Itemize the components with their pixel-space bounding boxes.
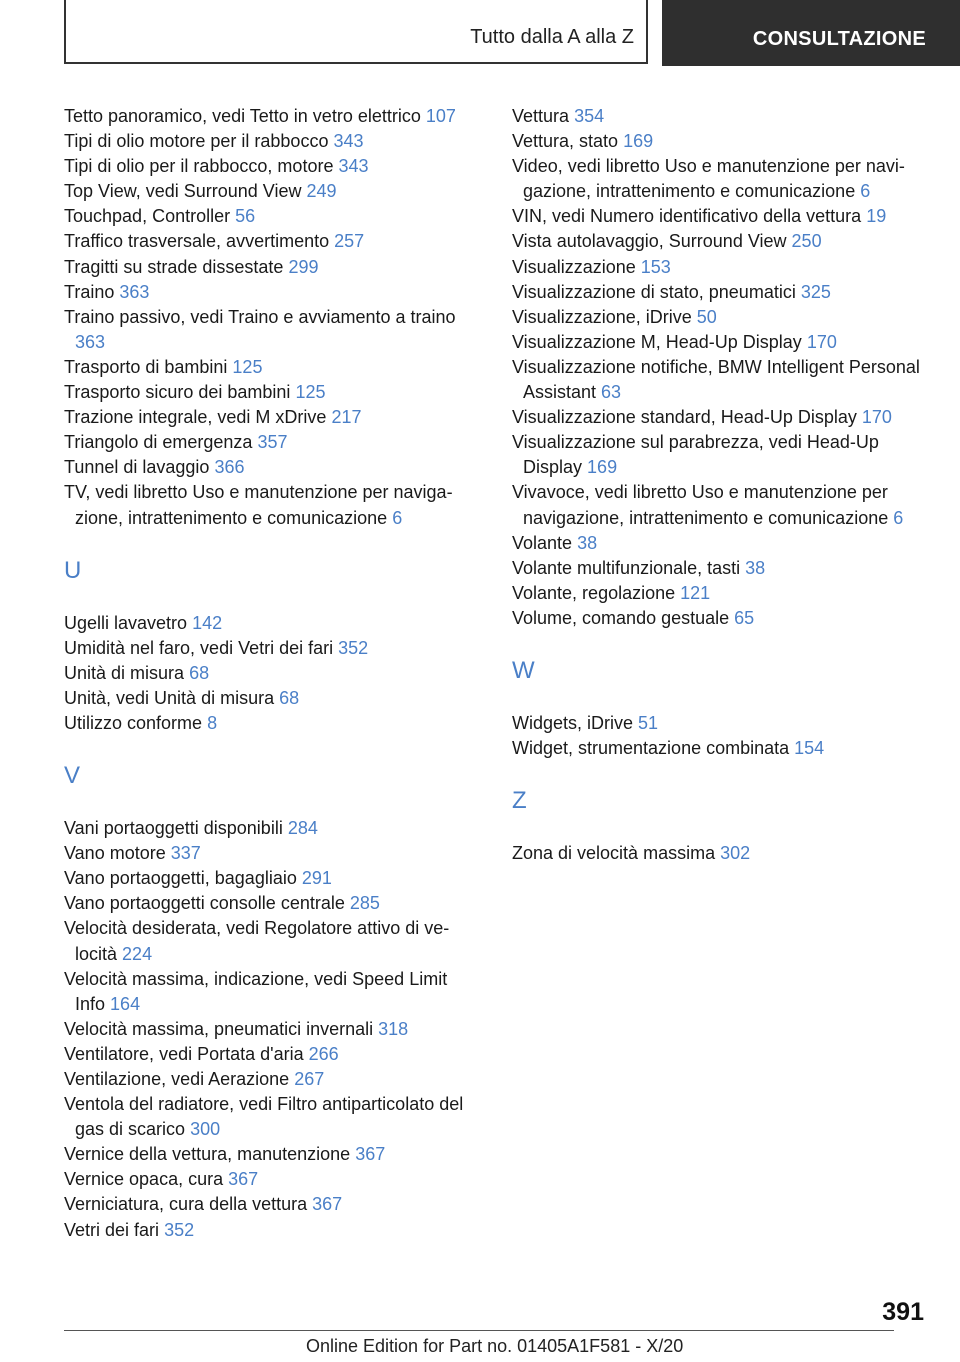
index-entry-term: Triangolo di emergenza bbox=[64, 432, 253, 453]
index-entry-term: Visualizzazione, iDrive bbox=[512, 306, 692, 327]
index-entry-page-link[interactable]: 300 bbox=[190, 1119, 221, 1140]
index-entry-term: Touchpad, Controller bbox=[64, 206, 231, 227]
footer-divider bbox=[64, 1330, 894, 1331]
index-entry bbox=[64, 1167, 480, 1192]
index-entry bbox=[512, 305, 928, 330]
index-entry-term: Vista autolavaggio, Surround View bbox=[512, 231, 787, 252]
index-entry-page-link[interactable]: 38 bbox=[577, 532, 598, 553]
index-entry-page-link[interactable]: 354 bbox=[574, 106, 605, 126]
index-entry bbox=[64, 636, 480, 661]
index-entry-page-link[interactable]: 125 bbox=[295, 382, 326, 403]
index-entry-term: Traino passivo, vedi Traino e avviamento a traino bbox=[64, 306, 456, 327]
index-entry-page-link[interactable]: 257 bbox=[334, 231, 365, 252]
index-entry-page-link[interactable]: 19 bbox=[866, 206, 887, 227]
index-entry-term: Video, vedi libretto Uso e manutenzione per navigazione, intrattenimento e comunicazione bbox=[512, 156, 905, 202]
index-section-letter: Z bbox=[512, 787, 527, 815]
index-entry-page-link[interactable]: 363 bbox=[75, 331, 106, 352]
index-entry-page-link[interactable]: 68 bbox=[189, 662, 210, 683]
index-entry-term: Volante, regolazione bbox=[512, 582, 676, 603]
index-entry bbox=[64, 1017, 480, 1042]
index-entry-page-link[interactable]: 56 bbox=[235, 206, 256, 227]
index-column-left bbox=[64, 104, 480, 1243]
index-entry bbox=[64, 1092, 480, 1142]
index-entry-page-link[interactable]: 170 bbox=[861, 407, 892, 428]
index-entry-page-link[interactable]: 291 bbox=[301, 868, 332, 889]
index-entry-term: Visualizzazione bbox=[512, 256, 636, 277]
index-entry bbox=[512, 531, 928, 556]
index-entry bbox=[512, 330, 928, 355]
index-entry-page-link[interactable]: 266 bbox=[308, 1043, 339, 1064]
index-entry-term: TV, vedi libretto Uso e manutenzione per navigazione, intrattenimento e comunicazione bbox=[64, 482, 453, 528]
index-entry-page-link[interactable]: 367 bbox=[312, 1194, 343, 1215]
index-entry-term: Utilizzo conforme bbox=[64, 712, 203, 733]
index-entry-term: Tragitti su strade dissestate bbox=[64, 256, 284, 277]
index-entry bbox=[64, 841, 480, 866]
index-entry-page-link[interactable]: 357 bbox=[257, 432, 288, 453]
index-entry bbox=[512, 154, 928, 204]
index-entry-term: Top View, vedi Surround View bbox=[64, 181, 302, 202]
index-entry bbox=[64, 179, 480, 204]
index-entry-page-link[interactable]: 8 bbox=[207, 712, 218, 733]
index-entry-term: Ventilatore, vedi Portata d'aria bbox=[64, 1043, 304, 1064]
index-entry-page-link[interactable]: 169 bbox=[623, 131, 654, 152]
index-entry-term: Vano portaoggetti consolle centrale bbox=[64, 893, 345, 914]
index-entry-term: Umidità nel faro, vedi Vetri dei fari bbox=[64, 637, 334, 658]
index-entry-term: Volume, comando gestuale bbox=[512, 607, 730, 628]
index-entry-term: Vetri dei fari bbox=[64, 1219, 160, 1240]
index-entry bbox=[64, 1218, 480, 1243]
index-entry-term: Verniciatura, cura della vettura bbox=[64, 1194, 308, 1215]
index-entry bbox=[64, 305, 480, 355]
index-entry-term: Visualizzazione M, Head-Up Display bbox=[512, 331, 802, 352]
index-entry-page-link[interactable]: 142 bbox=[192, 612, 223, 633]
index-entry-page-link[interactable]: 51 bbox=[638, 712, 659, 733]
index-entry bbox=[64, 405, 480, 430]
index-entry bbox=[64, 129, 480, 154]
index-entry-term: Volante bbox=[512, 532, 573, 553]
index-section-letter: V bbox=[64, 762, 81, 790]
footer-edition-note: Online Edition for Part no. 01405A1F581 - X/20 bbox=[306, 1336, 684, 1356]
index-entry-term: Vano motore bbox=[64, 843, 166, 864]
index-entry-term: Traffico trasversale, avvertimento bbox=[64, 231, 330, 252]
index-entry-term: Trazione integrale, vedi M xDrive bbox=[64, 407, 327, 428]
index-entry-page-link[interactable]: 63 bbox=[601, 382, 622, 403]
index-entry-term: Velocità desiderata, vedi Regolatore attivo di velocità bbox=[64, 918, 450, 964]
index-entry-page-link[interactable]: 169 bbox=[587, 457, 618, 478]
index-entry-page-link[interactable]: 154 bbox=[794, 738, 825, 759]
index-entry bbox=[64, 816, 480, 841]
index-entry bbox=[64, 1142, 480, 1167]
index-entry-term: Volante multifunzionale, tasti bbox=[512, 557, 741, 578]
index-entry-page-link[interactable]: 325 bbox=[800, 281, 831, 302]
index-entry-page-link[interactable]: 38 bbox=[745, 557, 766, 578]
index-entry-page-link[interactable]: 318 bbox=[378, 1018, 409, 1039]
index-entry-page-link[interactable]: 267 bbox=[294, 1069, 325, 1089]
index-entry-term: Visualizzazione standard, Head-Up Display bbox=[512, 407, 857, 428]
index-entry bbox=[64, 455, 480, 480]
page-number: 391 bbox=[882, 1298, 924, 1326]
index-entry-term: Unità di misura bbox=[64, 662, 185, 683]
index-entry bbox=[512, 430, 928, 480]
index-entry bbox=[64, 967, 480, 1017]
index-entry-page-link[interactable]: 249 bbox=[306, 181, 337, 202]
index-entry-term: Trasporto sicuro dei bambini bbox=[64, 382, 291, 403]
index-entry-page-link[interactable]: 299 bbox=[288, 256, 319, 277]
index-entry bbox=[64, 1192, 480, 1217]
index-entry-term: Trasporto di bambini bbox=[64, 356, 228, 377]
index-entry bbox=[512, 841, 928, 866]
index-entry bbox=[64, 686, 480, 711]
index-entry-page-link[interactable]: 352 bbox=[338, 637, 369, 658]
index-entry-page-link[interactable]: 352 bbox=[164, 1219, 195, 1240]
index-entry-page-link[interactable]: 302 bbox=[720, 843, 751, 864]
index-entry-page-link[interactable]: 337 bbox=[170, 843, 201, 864]
index-entry-term: Vivavoce, vedi libretto Uso e manutenzione per navigazione, intrattenimento e comunicazione bbox=[512, 482, 889, 528]
index-entry bbox=[512, 229, 928, 254]
chapter-tab bbox=[662, 0, 960, 66]
index-entry-term: Unità, vedi Unità di misura bbox=[64, 687, 275, 708]
index-entry-page-link[interactable]: 125 bbox=[232, 356, 263, 377]
index-entry bbox=[512, 405, 928, 430]
index-entry-page-link[interactable]: 50 bbox=[696, 306, 717, 327]
index-entry-term: Velocità massima, indicazione, vedi Speed Limit Info bbox=[64, 968, 448, 1014]
index-entry-page-link[interactable]: 164 bbox=[110, 993, 141, 1014]
index-entry-page-link[interactable]: 367 bbox=[228, 1169, 259, 1190]
index-entry-term: Tunnel di lavaggio bbox=[64, 457, 210, 478]
index-entry bbox=[512, 581, 928, 606]
index-entry-page-link[interactable]: 217 bbox=[331, 407, 362, 428]
index-entry bbox=[64, 430, 480, 455]
index-entry-page-link[interactable]: 285 bbox=[349, 893, 380, 914]
index-entry bbox=[64, 154, 480, 179]
index-entry-term: Ventola del radiatore, vedi Filtro antiparticolato del gas di scarico bbox=[64, 1094, 464, 1140]
index-entry bbox=[64, 355, 480, 380]
index-entry-page-link[interactable]: 170 bbox=[806, 331, 837, 352]
index-entry-page-link[interactable]: 367 bbox=[355, 1144, 386, 1165]
index-entry-page-link[interactable]: 343 bbox=[333, 131, 364, 152]
index-entry-page-link[interactable]: 363 bbox=[119, 281, 150, 302]
index-entry-term: Visualizzazione di stato, pneumatici bbox=[512, 281, 796, 302]
index-entry-term: Visualizzazione notifiche, BMW Intelligent Personal Assistant bbox=[512, 356, 920, 403]
chapter-title: CONSULTAZIONE bbox=[752, 28, 926, 50]
index-entry bbox=[64, 480, 480, 530]
index-entry-page-link[interactable]: 366 bbox=[214, 457, 245, 478]
index-entry-page-link[interactable]: 6 bbox=[893, 507, 904, 528]
index-entry bbox=[512, 606, 928, 631]
index-entry bbox=[512, 355, 928, 405]
running-header-section: Tutto dalla A alla Z bbox=[470, 26, 634, 48]
index-entry-term: Ventilazione, vedi Aerazione bbox=[64, 1069, 290, 1089]
index-entry bbox=[512, 204, 928, 229]
index-entry-term: Tipi di olio per il rabbocco, motore bbox=[64, 156, 334, 177]
index-entry bbox=[64, 380, 480, 405]
index-entry bbox=[64, 611, 480, 636]
index-entry bbox=[64, 229, 480, 254]
index-entry bbox=[64, 255, 480, 280]
index-entry-page-link[interactable]: 121 bbox=[680, 582, 711, 603]
index-entry-term: Zona di velocità massima bbox=[512, 843, 716, 864]
index-entry-page-link[interactable]: 65 bbox=[734, 607, 755, 628]
index-entry-term: Vernice opaca, cura bbox=[64, 1169, 224, 1190]
index-entry bbox=[512, 255, 928, 280]
index-entry-page-link[interactable]: 107 bbox=[425, 106, 456, 126]
index-entry-page-link[interactable]: 224 bbox=[122, 943, 153, 964]
running-header-box bbox=[64, 0, 648, 64]
index-entry-page-link[interactable]: 250 bbox=[791, 231, 822, 252]
index-entry-term: Widget, strumentazione combinata bbox=[512, 738, 790, 759]
index-entry bbox=[64, 866, 480, 891]
index-section-letter: W bbox=[512, 656, 535, 684]
index-entry bbox=[64, 104, 480, 129]
index-entry-term: Tetto panoramico, vedi Tetto in vetro elettrico bbox=[64, 106, 421, 126]
index-entry-page-link[interactable]: 284 bbox=[287, 818, 318, 839]
index-entry-term: Widgets, iDrive bbox=[512, 712, 634, 733]
index-entry bbox=[64, 1042, 480, 1067]
index-entry bbox=[512, 736, 928, 761]
index-entry-term: Tipi di olio motore per il rabbocco bbox=[64, 131, 329, 152]
index-entry-term: Ugelli lavavetro bbox=[64, 612, 188, 633]
index-column-right bbox=[512, 104, 928, 866]
index-entry-page-link[interactable]: 6 bbox=[860, 181, 871, 202]
index-entry bbox=[64, 280, 480, 305]
index-entry-term: Vettura bbox=[512, 106, 570, 126]
index-entry-term: VIN, vedi Numero identificativo della vettura bbox=[512, 206, 862, 227]
index-entry bbox=[64, 1067, 480, 1092]
index-entry-term: Traino bbox=[64, 281, 115, 302]
index-entry bbox=[64, 891, 480, 916]
index-entry-term: Vernice della vettura, manutenzione bbox=[64, 1144, 351, 1165]
index-entry bbox=[512, 556, 928, 581]
index-entry bbox=[512, 129, 928, 154]
index-entry bbox=[64, 711, 480, 736]
index-entry-term: Vani portaoggetti disponibili bbox=[64, 818, 283, 839]
index-entry-term: Vettura, stato bbox=[512, 131, 619, 152]
index-entry bbox=[512, 480, 928, 530]
index-entry-page-link[interactable]: 6 bbox=[392, 507, 403, 528]
index-entry-term: Velocità massima, pneumatici invernali bbox=[64, 1018, 374, 1039]
index-entry bbox=[512, 711, 928, 736]
index-entry bbox=[64, 661, 480, 686]
index-entry bbox=[512, 280, 928, 305]
index-entry-page-link[interactable]: 343 bbox=[338, 156, 369, 177]
index-entry-term: Visualizzazione sul parabrezza, vedi Head-Up Display bbox=[512, 432, 879, 478]
index-entry bbox=[512, 104, 928, 129]
index-entry bbox=[64, 916, 480, 966]
index-entry-term: Vano portaoggetti, bagagliaio bbox=[64, 868, 297, 889]
index-section-letter: U bbox=[64, 556, 82, 584]
index-entry bbox=[64, 204, 480, 229]
index-entry-page-link[interactable]: 68 bbox=[279, 687, 300, 708]
index-entry-page-link[interactable]: 153 bbox=[640, 256, 671, 277]
